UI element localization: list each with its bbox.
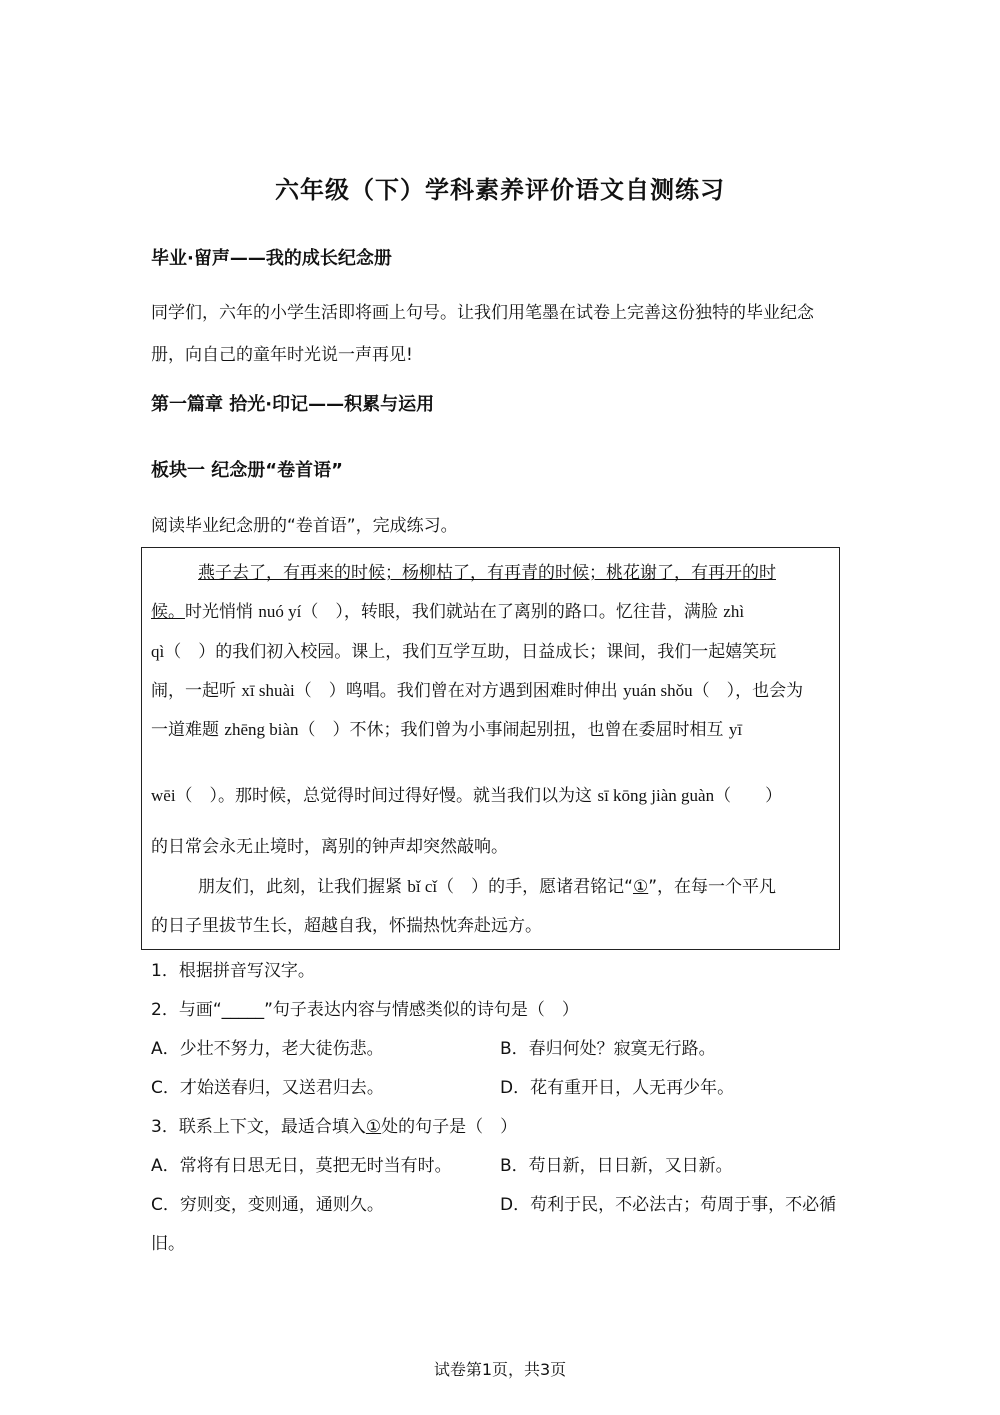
pinyin-prompt: wēi <box>151 786 176 805</box>
question-3 <box>151 1112 517 1137</box>
passage-line-1 <box>198 558 776 583</box>
q3-option-d[interactable]: D．苟利于民，不必法古；苟周于事，不必循 <box>500 1195 837 1215</box>
q2-option-a[interactable]: A．少壮不努力，老大徒伤悲。 <box>151 1039 384 1059</box>
pinyin-prompt: xī shuài <box>241 681 295 700</box>
pinyin-prompt: bǐ cǐ <box>407 877 438 896</box>
reading-instruction: 阅读毕业纪念册的“卷首语”，完成练习。 <box>151 516 458 536</box>
passage-text: （ ），也会为 <box>692 681 804 701</box>
q3-option-b[interactable]: B．苟日新，日日新，又日新。 <box>500 1156 733 1176</box>
page-footer: 试卷第1页，共3页 <box>433 1360 567 1379</box>
passage-text: （ ） <box>714 786 783 806</box>
passage-line-6 <box>151 781 782 806</box>
pinyin-prompt: sī kōng jiàn guàn <box>597 786 715 805</box>
pinyin-prompt: zhēng biàn <box>224 720 299 739</box>
q3-option-d-cont: 旧。 <box>151 1234 185 1254</box>
q3-option-a[interactable]: A．常将有日思无日，莫把无时当有时。 <box>151 1156 452 1176</box>
passage-line-5 <box>151 715 742 740</box>
passage-text: 一道难题 <box>151 720 219 740</box>
passage-line-3 <box>151 637 776 662</box>
passage-text: （ ）。那时候，总觉得时间过得好慢。就当我们以为这 <box>175 786 593 806</box>
passage-line-2 <box>151 597 744 622</box>
chapter-heading: 第一篇章 拾光·印记——积累与运用 <box>151 394 435 415</box>
page-title: 六年级（下）学科素养评价语文自测练习 <box>275 176 725 204</box>
passage-text: （ ）的手，愿诸君铭记“ <box>437 877 633 897</box>
passage-line-9: 的日子里拔节生长，超越自我，怀揣热忱奔赴远方。 <box>151 916 542 936</box>
q3-option-c[interactable]: C．穷则变，变则通，通则久。 <box>151 1195 384 1215</box>
passage-text: 时光悄悄 <box>185 602 253 622</box>
pinyin-prompt: zhì <box>723 602 745 621</box>
passage-text: 朋友们，此刻，让我们握紧 <box>198 877 402 897</box>
passage-text: （ ）不休；我们曾为小事闹起别扭，也曾在委屈时相互 <box>298 720 724 740</box>
q2-option-b[interactable]: B．春归何处？寂寞无行路。 <box>500 1039 716 1059</box>
pinyin-prompt: yuán shǒu <box>623 681 693 700</box>
question-3-text: 处的句子是（ ） <box>381 1117 518 1137</box>
q2-option-d[interactable]: D．花有重开日，人无再少年。 <box>500 1078 735 1098</box>
q2-option-c[interactable]: C．才始送春归，又送君归去。 <box>151 1078 384 1098</box>
question-2: 2．与画“_____”句子表达内容与情感类似的诗句是（ ） <box>151 1000 579 1020</box>
passage-text: （ ）鸣唱。我们曾在对方遇到困难时伸出 <box>294 681 618 701</box>
blank-marker: ① <box>365 1117 382 1137</box>
passage-line-7: 的日常会永无止境时，离别的钟声却突然敲响。 <box>151 837 508 857</box>
pinyin-prompt: qì <box>151 642 165 661</box>
passage-line-4 <box>151 676 803 701</box>
question-1: 1．根据拼音写汉字。 <box>151 961 315 981</box>
passage-line-8 <box>198 872 776 897</box>
block-heading: 板块一 纪念册“卷首语” <box>151 460 343 481</box>
question-3-text: 3．联系上下文，最适合填入 <box>151 1117 366 1137</box>
pinyin-prompt: yī <box>728 720 743 739</box>
blank-marker: ① <box>632 877 649 897</box>
passage-text: （ ），转眼，我们就站在了离别的路口。忆往昔，满脸 <box>301 602 718 622</box>
underlined-sentence: 燕子去了，有再来的时候；杨柳枯了，有再青的时候；桃花谢了，有再开的时 <box>198 563 776 583</box>
underlined-sentence-end: 候。 <box>151 602 185 622</box>
pinyin-prompt: nuó yí <box>258 602 302 621</box>
passage-text: 闹，一起听 <box>151 681 236 701</box>
passage-text: ”，在每一个平凡 <box>648 877 777 897</box>
passage-text: （ ）的我们初入校园。课上，我们互学互助，日益成长；课间，我们一起嬉笑玩 <box>164 642 777 662</box>
intro-line-2: 册，向自己的童年时光说一声再见! <box>151 345 413 365</box>
section-heading: 毕业·留声——我的成长纪念册 <box>151 248 392 269</box>
intro-line-1: 同学们，六年的小学生活即将画上句号。让我们用笔墨在试卷上完善这份独特的毕业纪念 <box>151 303 814 323</box>
